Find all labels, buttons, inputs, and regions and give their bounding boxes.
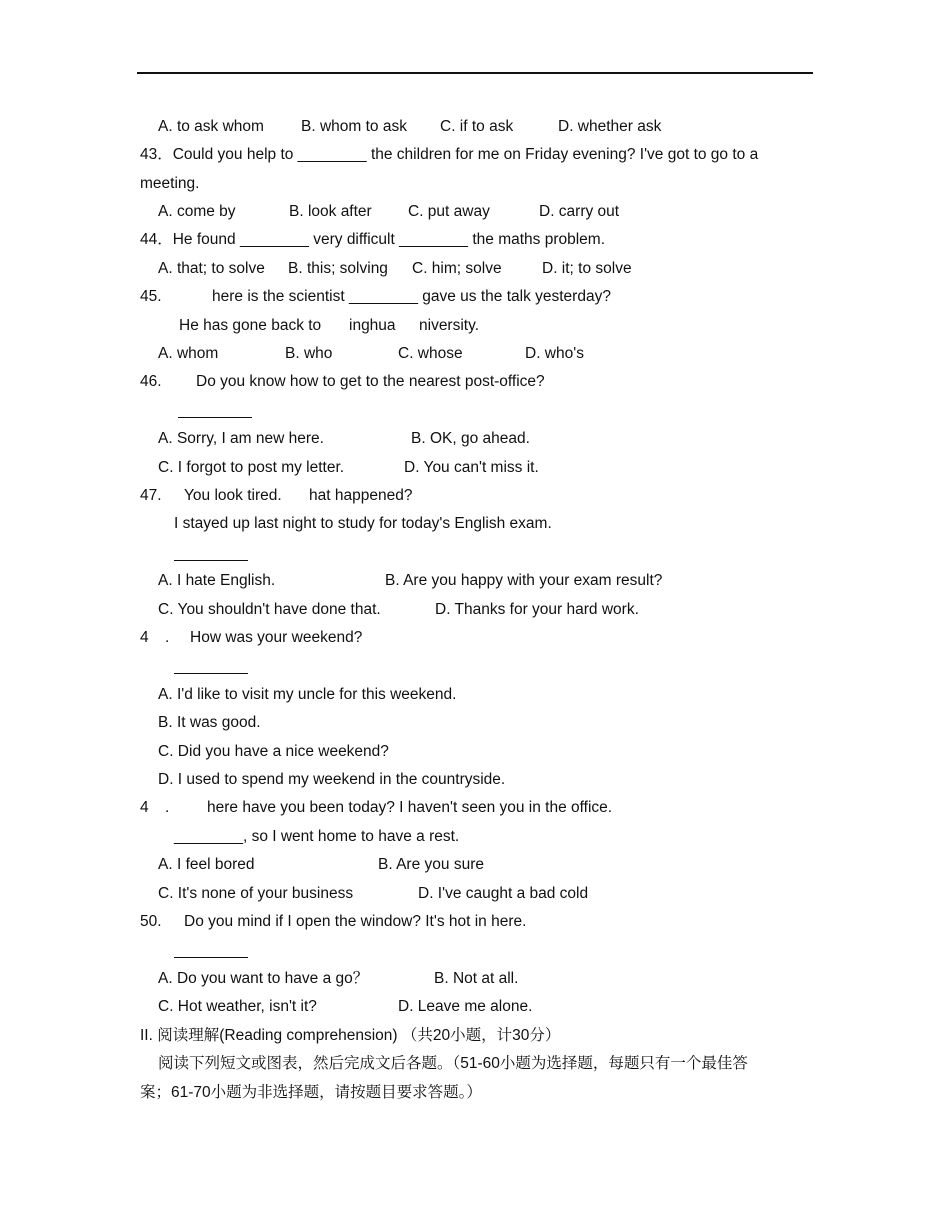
q49-stem: here have you been today? I haven't seen you in the office. xyxy=(207,799,613,816)
q46-option-c: C. I forgot to post my letter. xyxy=(158,459,345,476)
q43-option-c: C. put away xyxy=(408,203,490,220)
q46-answer-blank xyxy=(178,417,252,418)
q44-option-a: A. that; to solve xyxy=(158,260,265,277)
q48-stem: How was your weekend? xyxy=(190,629,363,646)
q49-number-dot: . xyxy=(165,799,170,816)
q45-option-d: D. who's xyxy=(525,345,584,362)
q47-stem-a: You look tired. xyxy=(184,487,282,504)
q48-answer-blank xyxy=(174,673,248,674)
q49-option-b: B. Are you sure xyxy=(378,856,484,873)
q43-option-a: A. come by xyxy=(158,203,236,220)
q44-option-d: D. it; to solve xyxy=(542,260,632,277)
q47-option-b: B. Are you happy with your exam result? xyxy=(385,572,663,589)
q45-context-a: He has gone back to xyxy=(179,317,322,334)
q45-context-b: inghua xyxy=(349,317,396,334)
q42-option-c: C. if to ask xyxy=(440,118,514,135)
q45-option-a: A. whom xyxy=(158,345,219,362)
q44-option-b: B. this; solving xyxy=(288,260,388,277)
q42-option-b: B. whom to ask xyxy=(301,118,407,135)
q46-stem: Do you know how to get to the nearest post-office? xyxy=(196,373,545,390)
q50-answer-blank xyxy=(174,957,248,958)
q50-option-c: C. Hot weather, isn't it? xyxy=(158,998,317,1015)
q44-stem: 44．He found ________ very difficult ________ the maths problem. xyxy=(140,231,606,248)
section-ii-instructions-cont: 案；61-70小题为非选择题，请按题目要求答题。） xyxy=(140,1084,482,1101)
section-ii-instructions: 阅读下列短文或图表，然后完成文后各题。（51-60小题为选择题，每题只有一个最佳答 xyxy=(158,1055,748,1072)
q49-context: ________, so I went home to have a rest. xyxy=(174,828,460,845)
q45-stem: here is the scientist ________ gave us the talk yesterday? xyxy=(212,288,611,305)
q45-option-c: C. whose xyxy=(398,345,463,362)
q46-option-a: A. Sorry, I am new here. xyxy=(158,430,324,447)
q48-number-dot: . xyxy=(165,629,170,646)
q44-option-c: C. him; solve xyxy=(412,260,502,277)
q46-number: 46. xyxy=(140,373,162,390)
q50-stem: Do you mind if I open the window? It's hot in here. xyxy=(184,913,527,930)
q45-number: 45. xyxy=(140,288,162,305)
q42-option-d: D. whether ask xyxy=(558,118,662,135)
q50-option-a: A. Do you want to have a go？ xyxy=(158,970,369,987)
q45-option-b: B. who xyxy=(285,345,333,362)
q43-option-d: D. carry out xyxy=(539,203,620,220)
q50-option-b: B. Not at all. xyxy=(434,970,519,987)
q48-option-c: C. Did you have a nice weekend? xyxy=(158,743,389,760)
q49-option-c: C. It's none of your business xyxy=(158,885,354,902)
q43-stem-cont: meeting. xyxy=(140,175,200,192)
q43-option-b: B. look after xyxy=(289,203,372,220)
q43-stem: 43．Could you help to ________ the children for me on Friday evening? I've got to go to a xyxy=(140,146,759,163)
q42-option-a: A. to ask whom xyxy=(158,118,264,135)
q46-option-b: B. OK, go ahead. xyxy=(411,430,530,447)
section-ii-heading: II. 阅读理解(Reading comprehension) （共20小题，计30分） xyxy=(140,1027,561,1044)
q47-option-a: A. I hate English. xyxy=(158,572,276,589)
q50-option-d: D. Leave me alone. xyxy=(398,998,533,1015)
q47-stem-b: hat happened? xyxy=(309,487,413,504)
q48-option-b: B. It was good. xyxy=(158,714,261,731)
q47-option-c: C. You shouldn't have done that. xyxy=(158,601,381,618)
q47-answer-blank xyxy=(174,560,248,561)
q47-context: I stayed up last night to study for today's English exam. xyxy=(174,515,552,532)
q46-option-d: D. You can't miss it. xyxy=(404,459,539,476)
q48-number: 4 xyxy=(140,629,149,646)
q47-option-d: D. Thanks for your hard work. xyxy=(435,601,639,618)
q49-option-a: A. I feel bored xyxy=(158,856,255,873)
q49-number: 4 xyxy=(140,799,149,816)
header-rule xyxy=(137,72,813,74)
q50-number: 50. xyxy=(140,913,162,930)
q47-number: 47. xyxy=(140,487,162,504)
q49-option-d: D. I've caught a bad cold xyxy=(418,885,589,902)
q45-context-c: niversity. xyxy=(419,317,480,334)
q48-option-a: A. I'd like to visit my uncle for this weekend. xyxy=(158,686,457,703)
q48-option-d: D. I used to spend my weekend in the countryside. xyxy=(158,771,506,788)
